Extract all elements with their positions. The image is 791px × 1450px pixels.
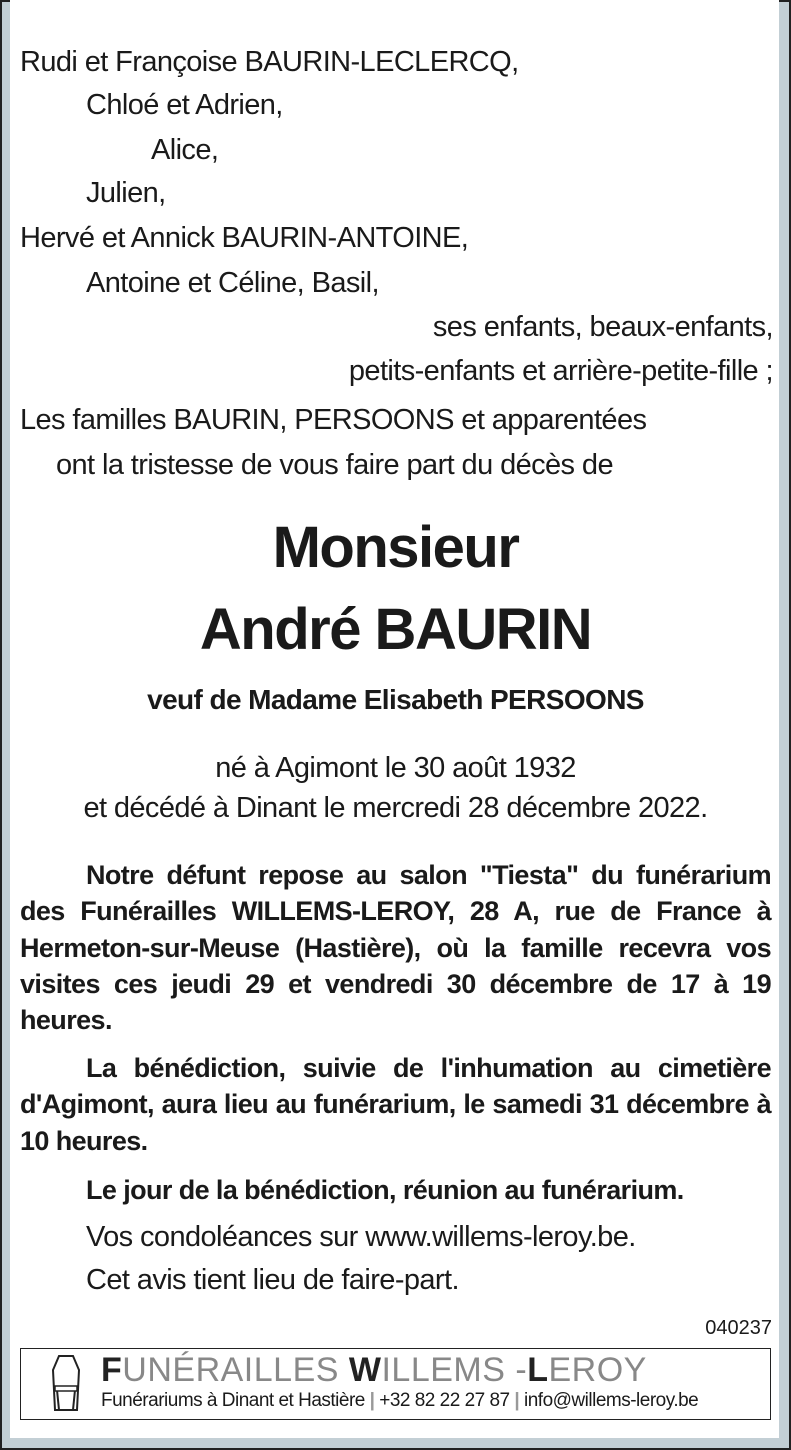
locations: Funérariums à Dinant et Hastière <box>101 1390 365 1411</box>
family-line: Chloé et Adrien, <box>86 89 283 121</box>
condolences-info: Vos condoléances sur www.willems-leroy.be. <box>86 1221 636 1253</box>
deceased-title: Monsieur <box>272 515 519 580</box>
separator: | <box>369 1390 375 1411</box>
deceased-name: André BAURIN <box>199 597 592 662</box>
family-line: Rudi et Françoise BAURIN-LECLERCQ, <box>20 46 519 78</box>
death-info: et décédé à Dinant le mercredi 28 décembre 2022. <box>83 792 708 824</box>
coffin-urn-logo-icon <box>49 1354 85 1414</box>
family-relation: petits-enfants et arrière-petite-fille ; <box>348 355 773 387</box>
ceremony-paragraph: La bénédiction, suivie de l'inhumation au cimetière d'Agimont, aura lieu au funérarium, le samedi 31 décembre à 10 heures. <box>20 1053 771 1156</box>
meeting-info: Le jour de la bénédiction, réunion au funérarium. <box>86 1175 684 1205</box>
family-line: Alice, <box>151 134 219 166</box>
widow-of: veuf de Madame Elisabeth PERSOONS <box>147 684 644 715</box>
birth-info: né à Agimont le 30 août 1932 <box>215 752 576 784</box>
notice-info: Cet avis tient lieu de faire-part. <box>86 1264 459 1296</box>
family-line: Les familles BAURIN, PERSOONS et apparentées <box>20 404 647 436</box>
visitation-paragraph: Notre défunt repose au salon "Tiesta" du funérarium des Funérailles WILLEMS-LEROY, 28 A, rue de France à Hermeton-sur-Meuse (Hastière), où la famille recevra vos visites ces jeudi 29 et vendredi 30 décembre de 17 à 19 heures. <box>20 860 771 1036</box>
funeral-home-banner <box>20 1348 771 1420</box>
phone: +32 82 22 27 87 <box>379 1390 510 1411</box>
email: info@willems-leroy.be <box>524 1390 699 1411</box>
family-line: Hervé et Annick BAURIN-ANTOINE, <box>20 222 469 254</box>
separator: | <box>514 1390 520 1411</box>
family-line: Antoine et Céline, Basil, <box>86 267 379 299</box>
family-line: Julien, <box>86 177 166 209</box>
family-relation: ses enfants, beaux-enfants, <box>432 311 773 343</box>
announcement: ont la tristesse de vous faire part du décès de <box>56 449 613 481</box>
contact-line <box>101 1390 698 1412</box>
brand-name: FUNÉRAILLES WILLEMS -LEROY <box>101 1351 647 1389</box>
reference-number: 040237 <box>705 1317 772 1339</box>
